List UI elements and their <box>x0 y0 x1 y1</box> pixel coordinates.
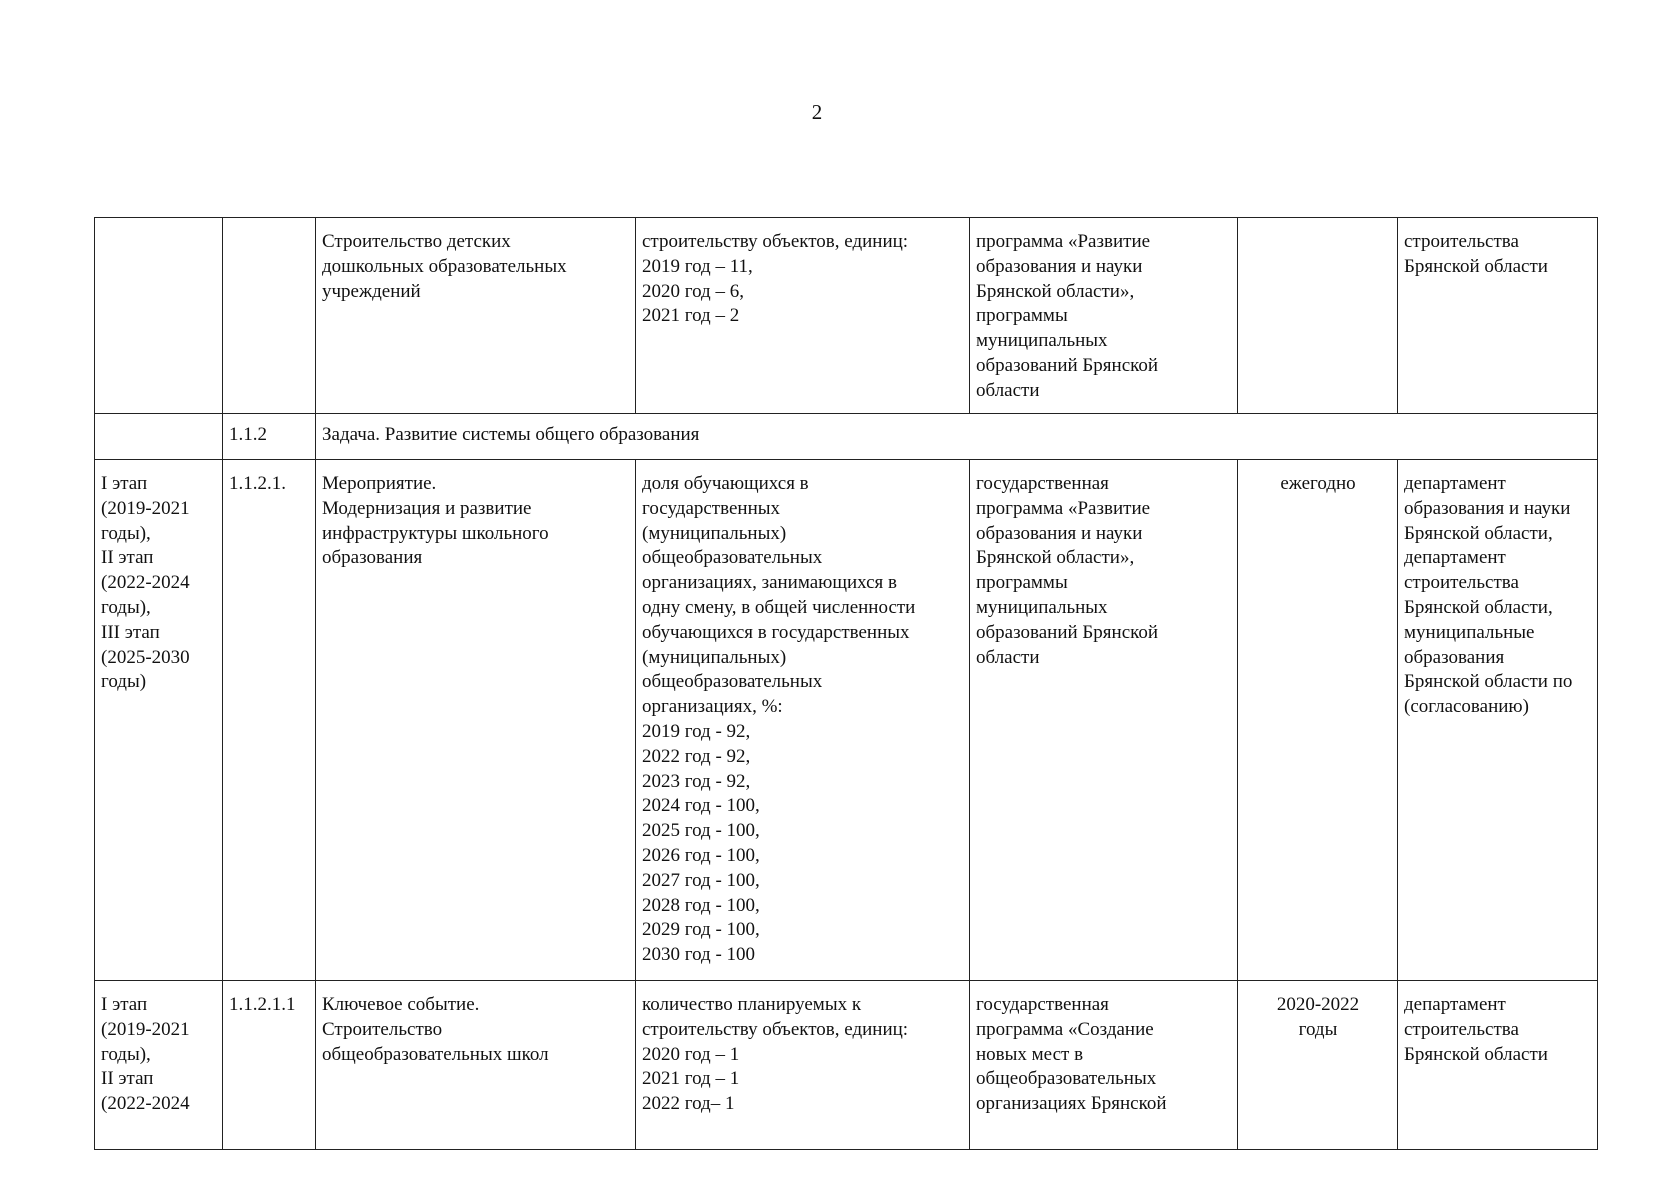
code-cell <box>223 218 316 414</box>
responsible-line: Брянской области, <box>1404 522 1553 544</box>
program-line: программа «Создание <box>976 1018 1154 1040</box>
indicator-cell <box>636 460 970 981</box>
title-cell <box>316 981 636 1150</box>
title-line: Строительство <box>322 1018 443 1040</box>
stage-cell-content <box>101 993 217 1142</box>
stage-cell <box>95 460 223 981</box>
program-line: муниципальных <box>976 330 1108 352</box>
code-cell: 1.1.2.1. <box>223 460 316 981</box>
indicator-line: 2025 год - 100, <box>642 820 760 842</box>
program-line: государственная <box>976 994 1109 1015</box>
program-line: организациях Брянской <box>976 1093 1167 1115</box>
title-line: инфраструктуры школьного <box>322 522 549 544</box>
stage-cell <box>95 981 223 1150</box>
responsible-cell <box>1398 218 1598 414</box>
responsible-line: образования и науки <box>1404 497 1571 519</box>
indicator-line: одну смену, в общей численности <box>642 596 916 618</box>
indicator-line: 2020 год – 1 <box>642 1043 740 1065</box>
title-line: общеобразовательных школ <box>322 1043 549 1065</box>
responsible-line: строительства <box>1404 1018 1519 1040</box>
responsible-line: Брянской области <box>1404 255 1548 277</box>
stage-line: III этап <box>101 621 160 643</box>
program-cell <box>970 218 1238 414</box>
period-cell <box>1238 981 1398 1150</box>
indicator-line: 2023 год - 92, <box>642 770 751 792</box>
indicator-line: строительству объектов, единиц: <box>642 1018 909 1040</box>
indicator-line: 2019 год – 11, <box>642 255 753 277</box>
responsible-line: строительства <box>1404 231 1519 252</box>
stage-line: годы), <box>101 1043 151 1065</box>
title-line: Модернизация и развитие <box>322 497 532 519</box>
program-line: общеобразовательных <box>976 1068 1157 1090</box>
indicator-line: организациях, занимающихся в <box>642 572 898 594</box>
program-line: муниципальных <box>976 596 1108 618</box>
indicator-line: 2019 год - 92, <box>642 720 751 742</box>
responsible-line: департамент <box>1404 994 1506 1015</box>
program-line: программа «Развитие <box>976 497 1151 519</box>
indicator-line: 2021 год – 2 <box>642 305 740 327</box>
title-cell <box>316 218 636 414</box>
stage-line: II этап <box>101 1068 154 1090</box>
responsible-line: (согласованию) <box>1404 696 1529 718</box>
program-line: образований Брянской <box>976 621 1159 643</box>
title-line: Строительство детских <box>322 231 511 252</box>
program-line: новых мест в <box>976 1043 1084 1065</box>
program-line: Брянской области», <box>976 280 1135 302</box>
indicator-line: 2022 год - 92, <box>642 745 751 767</box>
stage-line: (2019-2021 <box>101 1018 190 1040</box>
program-line: области <box>976 379 1040 401</box>
indicator-line: 2020 год – 6, <box>642 280 744 302</box>
title-line: Мероприятие. <box>322 473 437 494</box>
program-line: программы <box>976 305 1068 327</box>
stage-line: годы) <box>101 671 147 693</box>
responsible-line: Брянской области <box>1404 1043 1548 1065</box>
indicator-line: доля обучающихся в <box>642 473 809 494</box>
responsible-line: образования <box>1404 646 1505 668</box>
program-cell <box>970 460 1238 981</box>
indicator-line: строительству объектов, единиц: <box>642 231 909 252</box>
stage-cell <box>95 218 223 414</box>
title-line: дошкольных образовательных <box>322 255 567 277</box>
program-line: Брянской области», <box>976 547 1135 569</box>
indicator-line: государственных <box>642 497 781 519</box>
indicator-line: количество планируемых к <box>642 994 862 1015</box>
title-line: учреждений <box>322 280 421 302</box>
task-title: Задача. Развитие системы общего образования <box>316 414 1598 460</box>
indicator-line: 2022 год– 1 <box>642 1093 735 1115</box>
stage-cell <box>95 414 223 460</box>
code-cell: 1.1.2 <box>223 414 316 460</box>
stage-line: (2022-2024 <box>101 572 190 594</box>
indicator-line: организациях, %: <box>642 696 783 718</box>
plan-table <box>94 217 1598 1150</box>
task-row <box>95 414 1598 460</box>
responsible-cell <box>1398 460 1598 981</box>
page-number: 2 <box>811 100 823 124</box>
program-line: государственная <box>976 473 1109 494</box>
period-cell <box>1238 218 1398 414</box>
stage-line: (2019-2021 <box>101 497 190 519</box>
table-row <box>95 218 1598 414</box>
responsible-line: Брянской области по <box>1404 671 1573 693</box>
stage-line: (2025-2030 <box>101 646 190 668</box>
stage-line: I этап <box>101 473 148 494</box>
period-line: 2020-2022 <box>1276 994 1360 1015</box>
stage-line: (2022-2024 <box>101 1093 190 1115</box>
responsible-line: департамент <box>1404 473 1506 494</box>
indicator-line: 2030 год - 100 <box>642 944 756 966</box>
title-line: Ключевое событие. <box>322 994 480 1015</box>
program-line: программа «Развитие <box>976 231 1151 252</box>
title-cell <box>316 460 636 981</box>
title-line: образования <box>322 547 423 569</box>
responsible-line: муниципальные <box>1404 621 1535 643</box>
indicator-cell <box>636 981 970 1150</box>
indicator-line: 2027 год - 100, <box>642 869 760 891</box>
program-cell <box>970 981 1238 1150</box>
responsible-line: департамент <box>1404 547 1506 569</box>
stage-line: годы), <box>101 522 151 544</box>
program-line: образования и науки <box>976 255 1143 277</box>
period-cell: ежегодно <box>1238 460 1398 981</box>
table-row <box>95 460 1598 981</box>
stage-line: I этап <box>101 994 148 1015</box>
responsible-cell <box>1398 981 1598 1150</box>
indicator-line: 2021 год – 1 <box>642 1068 740 1090</box>
program-line: образования и науки <box>976 522 1143 544</box>
table-row <box>95 981 1598 1150</box>
responsible-line: Брянской области, <box>1404 596 1553 618</box>
period-line: годы <box>1298 1018 1338 1040</box>
stage-line: II этап <box>101 547 154 569</box>
indicator-cell <box>636 218 970 414</box>
indicator-line: (муниципальных) <box>642 522 787 544</box>
indicator-line: 2029 год - 100, <box>642 919 760 941</box>
indicator-line: общеобразовательных <box>642 671 823 693</box>
program-line: программы <box>976 572 1068 594</box>
indicator-line: общеобразовательных <box>642 547 823 569</box>
stage-line: годы), <box>101 596 151 618</box>
indicator-line: 2024 год - 100, <box>642 795 760 817</box>
program-line: образований Брянской <box>976 354 1159 376</box>
responsible-line: строительства <box>1404 572 1519 594</box>
indicator-line: 2026 год - 100, <box>642 844 760 866</box>
indicator-line: (муниципальных) <box>642 646 787 668</box>
indicator-line: обучающихся в государственных <box>642 621 910 643</box>
indicator-line: 2028 год - 100, <box>642 894 760 916</box>
code-cell: 1.1.2.1.1 <box>223 981 316 1150</box>
program-line: области <box>976 646 1040 668</box>
